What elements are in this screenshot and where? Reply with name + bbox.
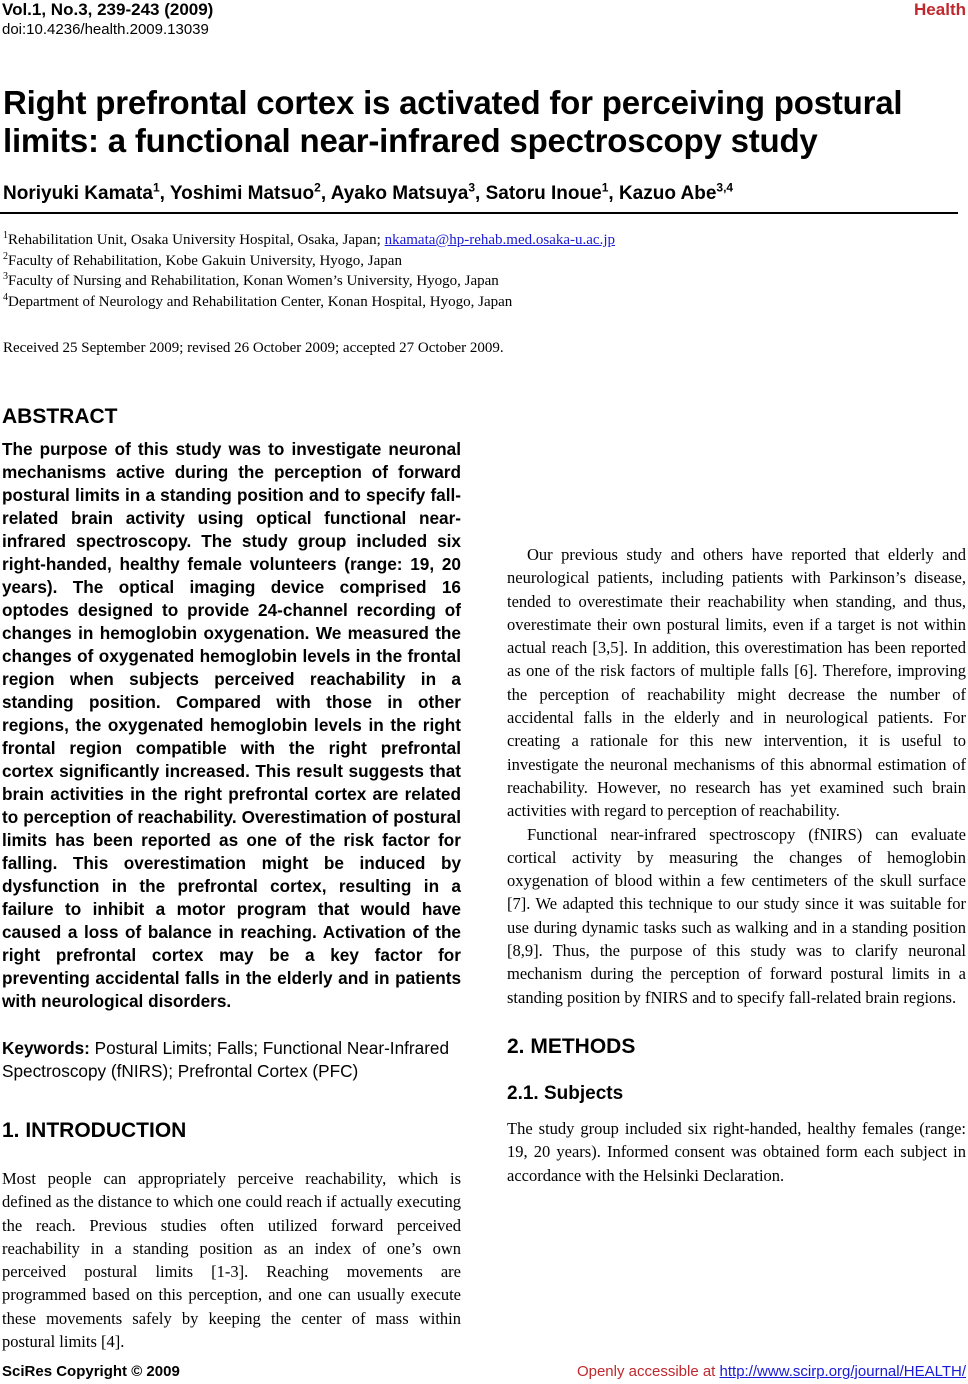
methods-heading: 2. METHODS [507,1034,636,1058]
affiliation: $^2$Faculty of Rehabilitation, Kobe Gakuin University, Hyogo, Japan [3,250,402,269]
email-link[interactable]: nkamata@hp-rehab.med.osaka-u.ac.jp [384,232,615,248]
journal-name: Health [914,0,966,19]
keywords [2,1037,461,1083]
keywords-label: Keywords: [2,1038,90,1058]
right-column [507,402,966,1187]
abstract-text: The purpose of this study was to investigate neuronal mechanisms active during the perception of forward postural limits in a standing position and to specify fall-related brain activity using optical functional near-infrared spectroscopy. The study group included six right-handed, healthy female volunteers (range: 19, 20 years). The optical imaging device comprised 16 optodes designed to provide 24-channel recording of changes in hemoglobin oxygenation. We measured the changes of oxygenated hemoglobin levels in the frontal region when subjects perceived reachability in a standing position. Compared with those in other regions, the oxygenated hemoglobin levels in the right frontal region compatible with the right prefrontal cortex significantly increased. This result suggests that brain activities in the right prefrontal cortex are related to perception of reachability. Overestimation of postural limits has been reported as one of the risk factor for falling. This overestimation might be induced by dysfunction in the prefrontal cortex, resulting in a failure to inhibit a motor program that would have caused a loss of balance in reaching. Activation of the right prefrontal cortex may be a key factor for preventing accidental falls in the elderly and in patients with neurological disorders. [2,439,461,1011]
subjects-heading: 2.1. Subjects [507,1082,624,1104]
author: Kazuo Abe$^{3,4}$ [618,180,734,204]
intro-paragraph-2: Our previous study and others have reported that elderly and neurological patients, including patients with Parkinson’s disease, tended to overestimate their reachability when standing, and thus, overestimate their own postural limits, even if a target is not within actual reach [3,5]. In addition, this overestimation has been reported as one of the risk factors of multiple falls [6]. Therefore, improving the perception of reachability might decrease the number of accidental falls in the elderly and in neurological patients. For creating a rationale for this new intervention, it is useful to investigate the neuronal mechanisms of this abnormal estimation of reachability. However, no research has yet examined such brain activities with regard to perception of reachability. [507,545,966,821]
author-list [3,182,733,206]
methods-paragraph-1: The study group included six right-handed, healthy females (range: 19, 20 years). Informed consent was obtained form each subject in accordance with the Helsinki Declaration. [507,1118,966,1185]
author: Noriyuki Kamata$^1$, [3,180,170,204]
paper-title: Right prefrontal cortex is activated for perceiving postural limits: a functional near-infrared spectroscopy study [3,84,903,159]
intro-paragraph-3: Functional near-infrared spectroscopy (fNIRS) can evaluate cortical activity by measuring the changes of hemoglobin oxygenation of blood within a few centimeters of the skull surface [7]. We adapted this technique to our study since it was suitable for use during dynamic tasks such as walking and in a standing position [8,9]. Thus, the purpose of this study was to clarify neuronal mechanism during the perception of forward postural limits in a standing position by fNIRS and to specify fall-related brain regions. [507,824,966,1007]
affiliation: $^4$Department of Neurology and Rehabilitation Center, Konan Hospital, Hyogo, Japan [3,292,513,311]
doi: doi:10.4236/health.2009.13039 [2,21,209,38]
author: Satoru Inoue$^1$, [485,180,619,204]
left-column [2,402,461,1353]
author: Yoshimi Matsuo$^2$, [169,180,331,204]
intro-heading: 1. INTRODUCTION [2,1119,187,1142]
intro-paragraph-1: Most people can appropriately perceive reachability, which is defined as the distance to which one could reach if actually executing the reach. Previous studies often utilized forward perceived reachability in a standing position as an index of one’s own perceived postural limits [1-3]. Reaching movements are programmed based on this perception, and one can usually execute these movements safely by keeping the center of mass within postural limits [4]. [2,1169,461,1352]
journal-url-link[interactable]: http://www.scirp.org/journal/HEALTH/ [719,1363,966,1380]
title-divider [0,212,958,214]
received-dates: Received 25 September 2009; revised 26 October 2009; accepted 27 October 2009. [3,340,504,356]
keywords-text: Postural Limits; Falls; Functional Near-Infrared Spectroscopy (fNIRS); Prefrontal Cortex (PFC) [2,1038,450,1081]
affiliations [3,230,615,313]
copyright: SciRes Copyright © 2009 [2,1363,180,1380]
affiliation: $^3$Faculty of Nursing and Rehabilitation, Konan Women’s University, Hyogo, Japan [3,271,499,290]
author: Ayako Matsuya$^3$, [330,180,486,204]
running-header [2,0,213,40]
access-notice: Openly accessible at http://www.scirp.org/journal/HEALTH/ [576,1363,966,1380]
volume-info: Vol.1, No.3, 239-243 (2009) [2,0,214,19]
abstract-heading: ABSTRACT [2,405,118,428]
affiliation: $^1$Rehabilitation Unit, Osaka University Hospital, Osaka, Japan; nkamata@hp-rehab.med.osaka-u.ac.jp [3,230,615,248]
